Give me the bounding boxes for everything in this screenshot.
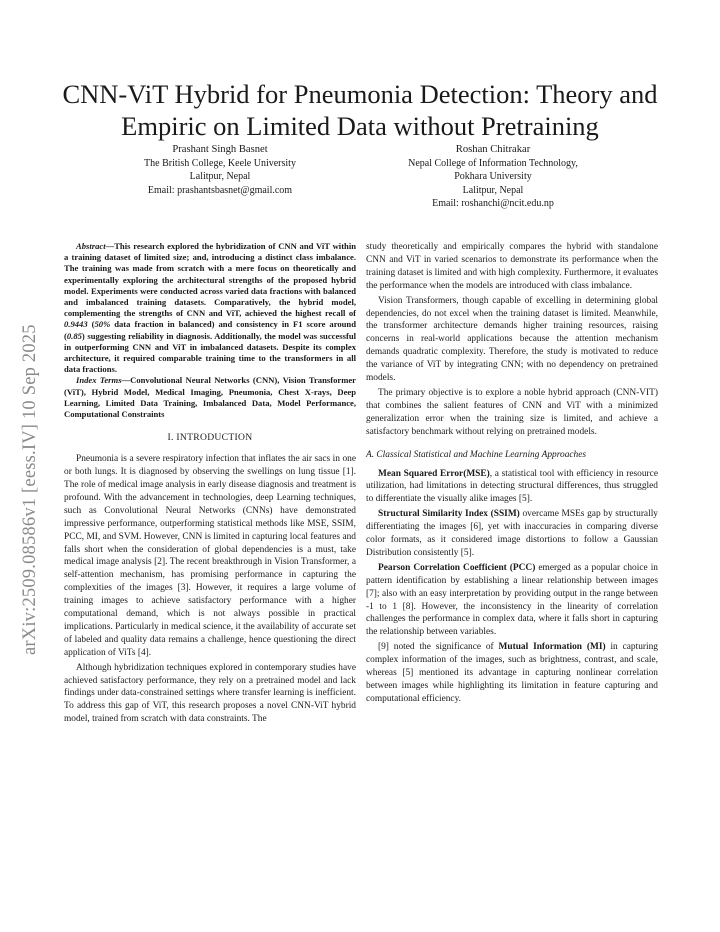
author-block-1 bbox=[100, 143, 340, 197]
author-block-2 bbox=[368, 143, 618, 211]
paragraph: Although hybridization techniques explored in contemporary studies have achieved satisfactory performance, they rely on a pretrained model and lack findings under data-constrained settings where transfer learning is inefficient. To address this gap of ViT, this research proposes a novel CNN-ViT hybrid model, trained from scratch with data constraints. The bbox=[64, 662, 356, 725]
term-ssim: Structural Similarity Index (SSIM) bbox=[378, 509, 520, 520]
subsection-heading: A. Classical Statistical and Machine Learning Approaches bbox=[366, 449, 587, 460]
author-email: Email: prashantsbasnet@gmail.com bbox=[147, 184, 293, 196]
section-heading: I. INTRODUCTION bbox=[167, 432, 253, 444]
arxiv-stamp: arXiv:2509.08586v1 [eess.IV] 10 Sep 2025 bbox=[20, 324, 40, 655]
paragraph: study theoretically and empirically compares the hybrid with standalone CNN and ViT in varied scenarios to demonstrate its performance when the training dataset is limited and with high complexity. Furthermore, it evaluates the performance when the models are introduced with class imbalance. bbox=[366, 242, 658, 291]
term-mi: Mutual Information (MI) bbox=[498, 642, 606, 653]
paragraph-mse: Mean Squared Error(MSE), a statistical tool with efficiency in resource utilization, had limitations in detecting structural differences, thus struggled to differentiate the visually alike images [5]. bbox=[366, 468, 659, 505]
term-pcc: Pearson Correlation Coefficient (PCC) bbox=[378, 562, 536, 573]
right-column bbox=[366, 241, 658, 708]
author-affiliation: Nepal College of Information Technology, bbox=[408, 157, 578, 169]
index-terms: Index Terms—Convolutional Neural Networks (CNN), Vision Transformer (ViT), Hybrid Model, Medical Imaging, Pneumonia, Chest X-rays, Deep Learning, Limited Data Training, Imbalanced Data, Model Performance, Computational Constraints bbox=[64, 375, 356, 420]
author-location: Lalitpur, Nepal bbox=[462, 184, 524, 196]
paragraph: The primary objective is to explore a noble hybrid approach (CNN-VIT) that combines the salient features of CNN and ViT with a minimized generalization error when the training size is limited, and achieve a satisfactory benchmark without relying on pretrained models. bbox=[366, 387, 658, 437]
paragraph-mi: [9] noted the significance of Mutual Information (MI) in capturing complex information of the images, such as brightness, contrast, and scale, whereas [5] mentioned its advantage in capturing nonlinear correlation between images while highlighting its limitation in feature capturing and computational efficiency. bbox=[366, 642, 658, 704]
paragraph-pcc: Pearson Correlation Coefficient (PCC) emerged as a popular choice in pattern identification by establishing a linear relationship between images [7]; also with an easy interpretation by providing output in the range between -1 to 1 [8]. However, the inconsistency in the linearity of correlation challenges the performance in complex data, where it falls short in capturing the relationship between variables. bbox=[366, 562, 658, 638]
left-column bbox=[64, 241, 356, 728]
paragraph: Vision Transformers, though capable of excelling in determining global dependencies, do not excel when the training dataset is limited. Meanwhile, the transformer architecture demands higher training resources, raising concerns in real-world applications because the attention mechanism demands quadratic complexity. Therefore, the study is motivated to reduce the variance of ViT by integrating CNN; with no dependency on pretrained models. bbox=[366, 295, 658, 384]
author-name: Prashant Singh Basnet bbox=[172, 144, 268, 155]
author-location: Lalitpur, Nepal bbox=[189, 171, 251, 183]
f1-value: 0.85 bbox=[66, 330, 82, 341]
index-terms-label: Index Terms bbox=[76, 375, 122, 386]
author-email: Email: roshanchi@ncit.edu.np bbox=[432, 198, 554, 210]
recall-value: 0.9443 bbox=[64, 319, 88, 330]
term-mse: Mean Squared Error(MSE) bbox=[378, 468, 490, 479]
abstract: Abstract—This research explored the hybridization of CNN and ViT within a training dataset of limited size; and, introducing a distinct class imbalance. The training was made from scratch with a mere focus on theoretically and experimentally exploring the architectural strengths of the proposed hybrid model. Experiments were conducted across varied data fractions with balanced and imbalanced training datasets. Comparatively, the hybrid model, complementing the strengths of CNN and ViT, achieved the highest recall of 0.9443 (50% data fraction in balanced) and consistency in F1 score around (0.85) suggesting reliability in diagnosis. Additionally, the model was successful in outperforming CNN and ViT in imbalanced datasets. Despite its complex architecture, it required comparable training time to the transformers in all data fractions. bbox=[64, 241, 356, 375]
author-name: Roshan Chitrakar bbox=[455, 144, 531, 155]
author-affiliation: The British College, Keele University bbox=[144, 157, 296, 169]
fraction-value: 50% bbox=[94, 319, 111, 330]
paragraph-ssim: Structural Similarity Index (SSIM) overcame MSEs gap by structurally differentiating the images [6], yet with inaccuracies in comparing diverse color formats, as it considered image distortions to follow a Gaussian Distribution consistently [5]. bbox=[366, 509, 658, 558]
author-affiliation: Pokhara University bbox=[454, 171, 532, 183]
abstract-label: Abstract bbox=[76, 241, 106, 251]
paragraph: Pneumonia is a severe respiratory infection that inflates the air sacs in one or both lungs. It is diagnosed by observing the swellings on lung tissue [1]. The role of medical image analysis in early disease diagnosis and treatment is profound. With the advancement in technologies, deep Learning techniques, such as Convolutional Neural Networks (CNNs) have demonstrated impressive performance, outperforming statistical methods like MSE, SSIM, PCC, MI, and SVM. However, CNN is limited in capturing local features and falls short when the consideration of global dependencies is a must, take medical image analysis [2]. The recent breakthrough in Vision Transformer, a self-attention mechanism, has promising performance in capturing the complexities of the images [3]. However, it requires a large volume of training images to achieve satisfactory performance with a higher computational demand, which is not always possible in practical implications. Particularly in medical science, it the availability of accurate set of labeled and quality data remains a challenge, hence questioning the direct application of ViTs [4]. bbox=[64, 454, 356, 658]
paper-title: CNN-ViT Hybrid for Pneumonia Detection: Theory and Empiric on Limited Data without Pretraining bbox=[62, 78, 658, 141]
